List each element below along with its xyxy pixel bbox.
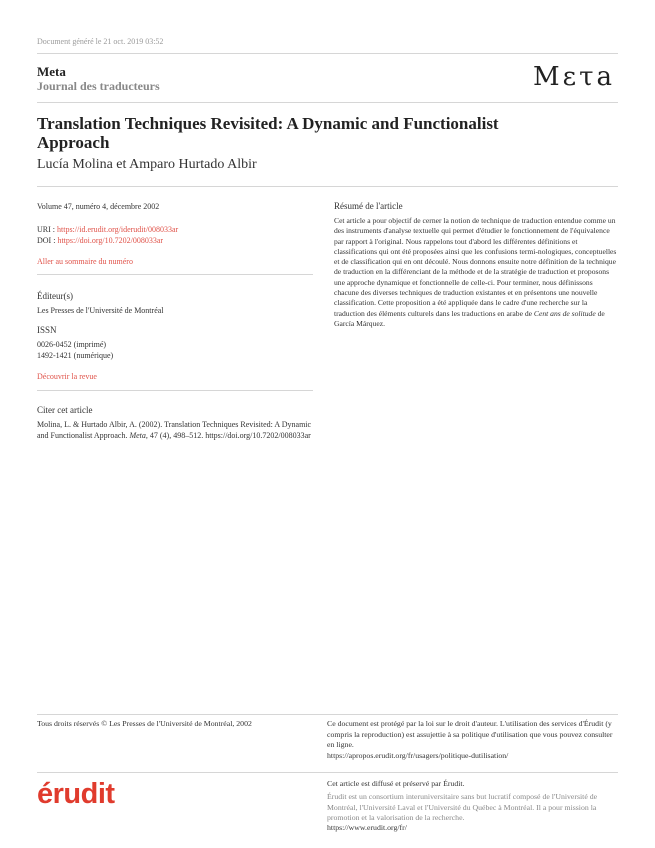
erudit-link[interactable]: https://www.erudit.org/fr/	[327, 823, 407, 832]
uri-line	[37, 224, 178, 235]
rights-statement: Tous droits réservés © Les Presses de l'Université de Montréal, 2002	[37, 719, 252, 728]
erudit-description: Érudit est un consortium interuniversitaire sans but lucratif composé de l'Université de Montréal, l'Université Laval et l'Université du Québec à Montréal. Il a pour mission la promotion et la valorisation de la recherche.	[327, 792, 598, 822]
divider	[37, 390, 313, 391]
copyright-notice: Ce document est protégé par la loi sur le droit d'auteur. L'utilisation des services d'Érudit (y compris la reproduction) est assujettie à sa politique d'utilisation que vous pouvez consulter en ligne.	[327, 719, 613, 749]
citation-journal: Meta	[129, 431, 146, 440]
issn-print: 0026-0452 (imprimé)	[37, 340, 107, 349]
abstract-text	[334, 216, 618, 329]
citation-text: Molina, L. & Hurtado Albir, A. (2002). Translation Techniques Revisited: A Dynamic and Functionalist Approach.	[37, 420, 312, 440]
discover-link[interactable]: Découvrir la revue	[37, 372, 97, 381]
cite-label: Citer cet article	[37, 405, 93, 415]
abstract-body: Cet article a pour objectif de cerner la notion de technique de traduction entendue comme un des instruments d'analyse textuelle qui permet d'étudier le fonctionnement de l'équivalence par rapport à l'original. Nous rappelons tout d'abord les différentes définitions et classifications qui ont été proposées ainsi que les confusions termi-nologiques, conceptuelles et de classification qui en ont découlé. Nous donnons ensuite notre définition de la technique de traduction en la différenciant de la méthode et de la stratégie de traduction et proposons une approche dynamique et fonctionnelle de celle-ci. Pour terminer, nous définissons chacune des diverses techniques de traduction existantes et en présentons une nouvelle classification. Cette proposition a été appliquée dans le cadre d'une recherche sur la traduction des éléments culturels dans les traductions en arabe de	[334, 216, 617, 318]
publisher-label: Éditeur(s)	[37, 291, 73, 301]
doi-label: DOI :	[37, 236, 58, 245]
meta-logo: Mετa	[533, 62, 615, 92]
article-authors: Lucía Molina et Amparo Hurtado Albir	[37, 157, 257, 172]
divider	[37, 772, 618, 773]
doi-link[interactable]: https://doi.org/10.7202/008033ar	[57, 236, 164, 245]
uri-label: URI :	[37, 225, 57, 234]
journal-subtitle: Journal des traducteurs	[37, 79, 160, 93]
divider	[37, 102, 618, 103]
abstract-label: Résumé de l'article	[334, 201, 403, 211]
doi-line	[37, 235, 163, 246]
issn-digital: 1492-1421 (numérique)	[37, 351, 114, 360]
summary-link[interactable]: Aller au sommaire du numéro	[37, 257, 133, 266]
citation	[37, 419, 322, 441]
abstract-body-end: de García Márquez.	[334, 308, 605, 328]
issn-label: ISSN	[37, 325, 57, 335]
diffusion-statement: Cet article est diffusé et préservé par Érudit.	[327, 779, 465, 788]
erudit-logo: érudit	[37, 778, 115, 810]
policy-link[interactable]: https://apropos.erudit.org/fr/usagers/politique-dutilisation/	[327, 751, 509, 760]
divider	[37, 186, 618, 187]
journal-title: Meta	[37, 64, 66, 79]
citation-text-end: , 47 (4), 498–512. https://doi.org/10.7202/008033ar	[145, 431, 311, 440]
article-title: Translation Techniques Revisited: A Dynamic and Functionalist Approach	[37, 114, 499, 152]
generated-date: Document généré le 21 oct. 2019 03:52	[37, 37, 164, 46]
uri-link[interactable]: https://id.erudit.org/iderudit/008033ar	[57, 225, 179, 234]
publisher: Les Presses de l'Université de Montréal	[37, 306, 164, 315]
divider	[37, 714, 618, 715]
abstract-italic: Cent ans de solitude	[533, 308, 596, 318]
divider	[37, 53, 618, 54]
divider	[37, 274, 313, 275]
volume-info: Volume 47, numéro 4, décembre 2002	[37, 202, 160, 211]
